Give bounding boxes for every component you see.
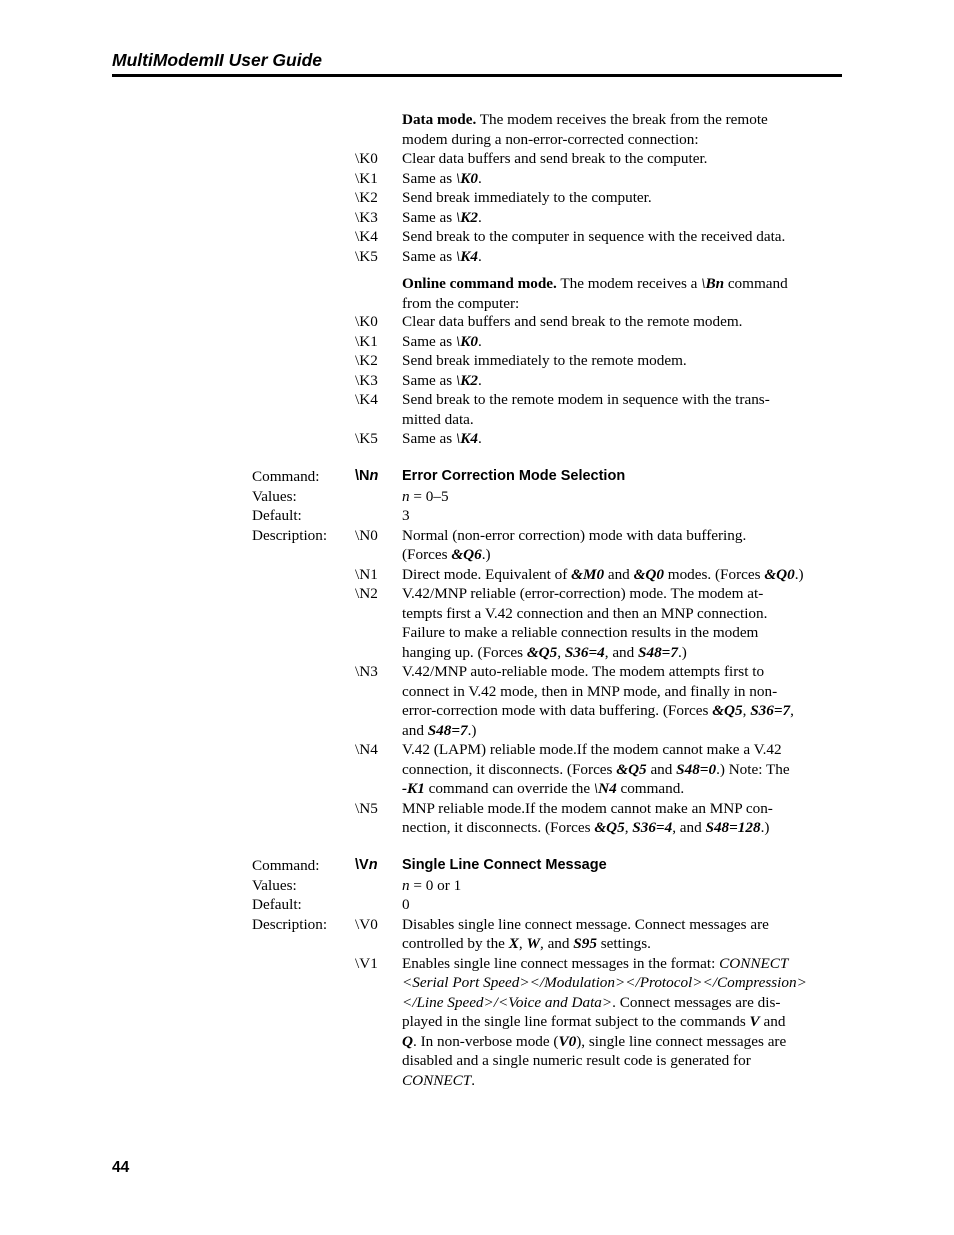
online-mode-title: Online command mode. xyxy=(402,275,557,292)
list-item: \K4 Send break to the computer in sequence with the received data. xyxy=(355,228,786,245)
list-item: \K1 Same as \K0. xyxy=(355,332,482,350)
list-item: \K2 Send break immediately to the remote modem. xyxy=(355,352,687,369)
command-code: \K4 xyxy=(355,228,378,245)
description-label: Description: xyxy=(252,526,328,544)
list-item: \K0 Clear data buffers and send break to the remote modem. xyxy=(355,313,743,330)
command-code: \K0 xyxy=(355,150,378,167)
section-title: Single Line Connect Message xyxy=(402,857,607,873)
list-item: \N2 V.42/MNP reliable (error-correction) mode. The modem at- xyxy=(355,585,764,602)
command-code: \K3 xyxy=(355,208,378,226)
command-code: \K0 xyxy=(355,313,378,330)
header-rule xyxy=(112,74,842,77)
values-label: Values: xyxy=(252,876,297,894)
list-item: \V1 Enables single line connect messages in the format: CONNECT xyxy=(355,954,789,972)
default-row: Default: 0 xyxy=(252,896,410,913)
command-code: \K5 xyxy=(355,430,378,447)
list-item: \K0 Clear data buffers and send break to the computer. xyxy=(355,150,708,167)
command-code: \N5 xyxy=(355,799,378,817)
command-label: Command: xyxy=(252,468,320,485)
list-item: \N1 Direct mode. Equivalent of &M0 and &Q0 modes. (Forces &Q0.) xyxy=(355,565,804,583)
command-code: \K5 xyxy=(355,247,378,265)
command-code: \N3 xyxy=(355,663,378,680)
command-row: Command: \Nn Error Correction Mode Selection xyxy=(252,468,626,485)
command-code: \N0 xyxy=(355,526,378,544)
data-mode-intro: Data mode. The modem receives the break from the remote xyxy=(402,111,768,128)
page-number: 44 xyxy=(112,1159,130,1176)
values-row: Values: n = 0 or 1 xyxy=(252,876,462,894)
description-row: Description: \N0 Normal (non-error correction) mode with data buffering. xyxy=(252,526,747,544)
list-item: \N5 MNP reliable mode.If the modem cannot make an MNP con- xyxy=(355,799,773,817)
list-item: \K1 Same as \K0. xyxy=(355,169,482,187)
list-item: \K5 Same as \K4. xyxy=(355,247,482,265)
list-item: \N4 V.42 (LAPM) reliable mode.If the modem cannot make a V.42 xyxy=(355,741,782,758)
command-code: \K4 xyxy=(355,391,378,408)
description-label: Description: xyxy=(252,915,328,933)
default-row: Default: 3 xyxy=(252,507,410,524)
command-code: \K1 xyxy=(355,169,378,187)
command-code: \K1 xyxy=(355,332,378,350)
values-row: Values: n = 0–5 xyxy=(252,487,449,505)
description-row: Description: \V0 Disables single line connect message. Connect messages are xyxy=(252,915,769,933)
command-code: \N1 xyxy=(355,565,378,583)
default-label: Default: xyxy=(252,507,302,524)
list-item: \K4 Send break to the remote modem in sequence with the trans- xyxy=(355,391,770,408)
list-item: \K2 Send break immediately to the computer. xyxy=(355,189,652,206)
list-item: \N3 V.42/MNP auto-reliable mode. The modem attempts first to xyxy=(355,663,765,680)
command-code: \K3 xyxy=(355,371,378,389)
list-item: \K5 Same as \K4. xyxy=(355,430,482,447)
section-title: Error Correction Mode Selection xyxy=(402,468,626,484)
default-label: Default: xyxy=(252,896,302,913)
values-label: Values: xyxy=(252,487,297,505)
command-code: \V0 xyxy=(355,915,378,933)
online-mode-intro: Online command mode. The modem receives a \Bn command xyxy=(402,275,788,292)
header-title: MultiModemII User Guide xyxy=(112,50,323,70)
command-code: \V1 xyxy=(355,954,378,972)
command-code: \N4 xyxy=(355,741,378,758)
command-label: Command: xyxy=(252,857,320,874)
list-item: \K3 Same as \K2. xyxy=(355,208,482,226)
list-item: \K3 Same as \K2. xyxy=(355,371,482,389)
command-code: \K2 xyxy=(355,189,378,206)
command-code: \N2 xyxy=(355,585,378,602)
command-row: Command: \Vn Single Line Connect Message xyxy=(252,857,607,874)
command-code: \K2 xyxy=(355,352,378,369)
data-mode-title: Data mode. xyxy=(402,111,477,128)
